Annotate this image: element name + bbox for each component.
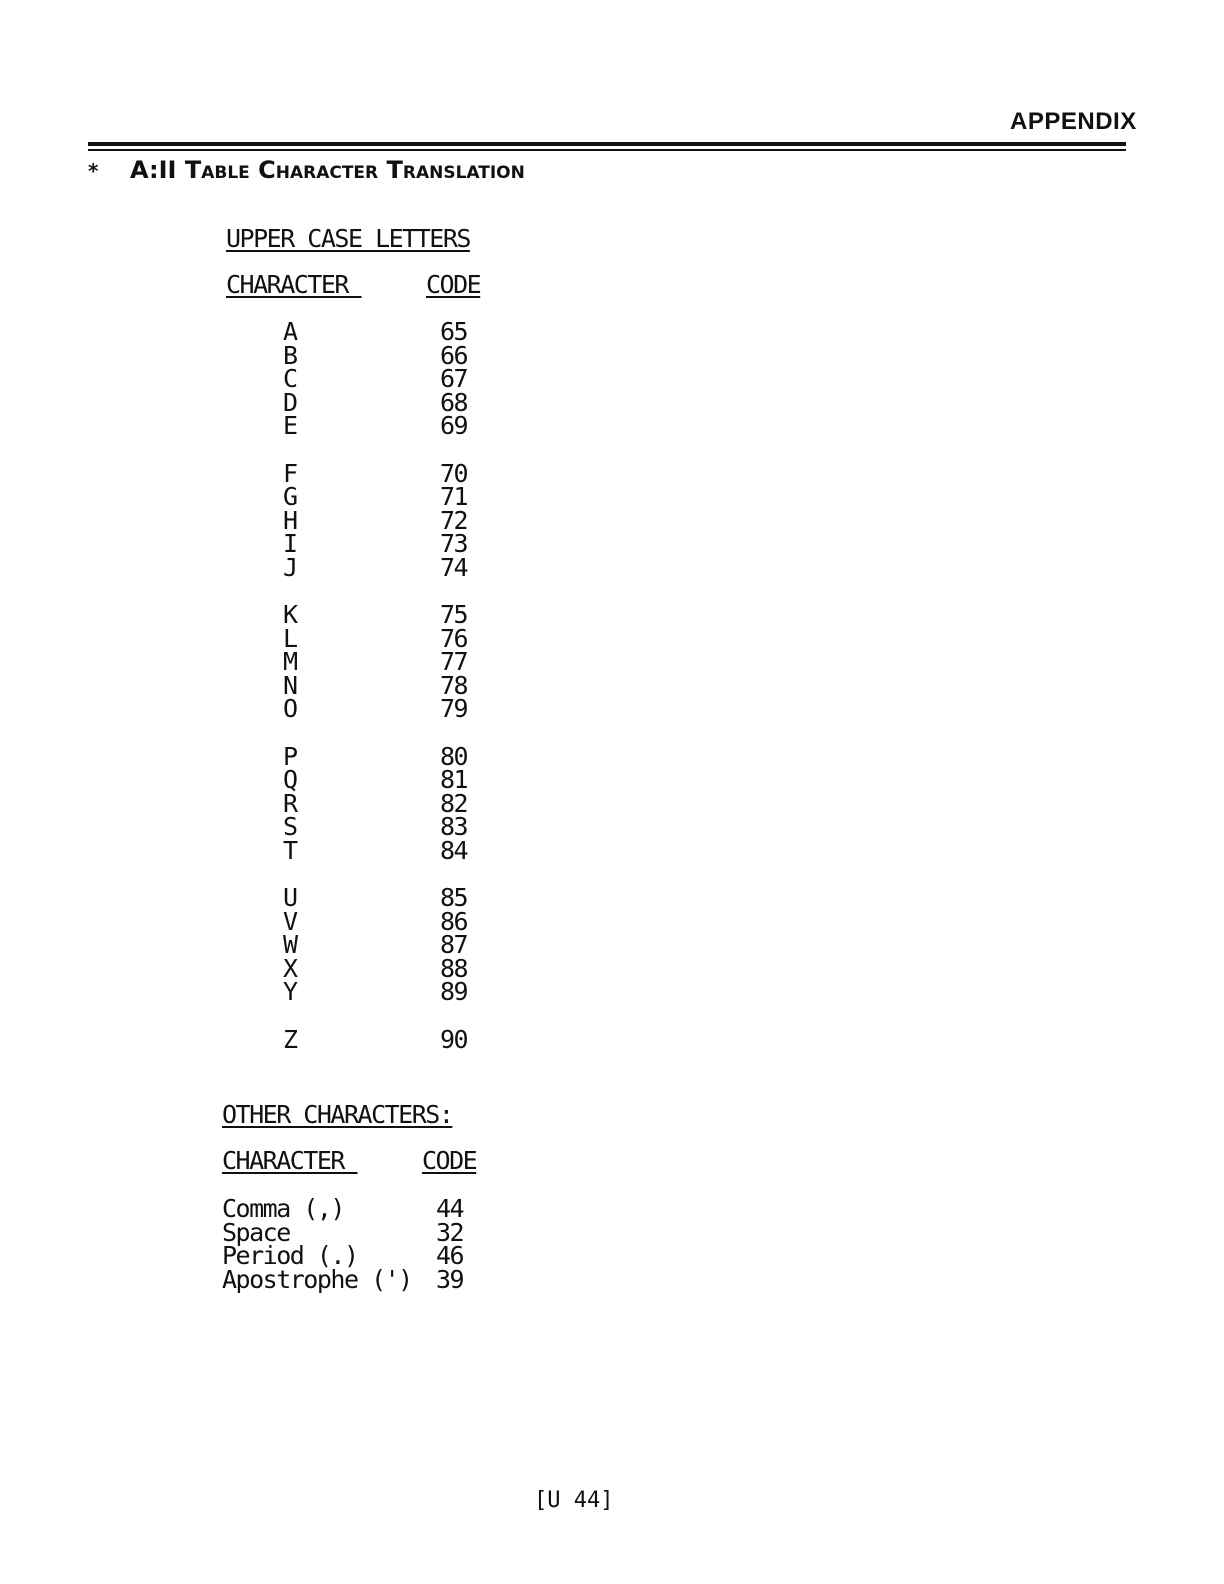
letter-group (283, 600, 503, 723)
code-cell: 80 (440, 741, 468, 771)
table-row (283, 340, 503, 370)
appendix-label: APPENDIX (1010, 108, 1137, 135)
upper-case-heading: UPPER CASE LETTERS (226, 224, 470, 253)
code-cell: 46 (436, 1241, 464, 1270)
character-cell: R (283, 788, 297, 818)
code-cell: 69 (440, 411, 468, 440)
character-cell: G (283, 482, 297, 511)
table-row (283, 482, 503, 511)
table-row (283, 364, 503, 393)
table-row (283, 623, 503, 653)
section-title (88, 156, 525, 184)
table-row (283, 529, 503, 558)
table-row (283, 552, 503, 582)
code-cell: 68 (440, 387, 468, 417)
code-cell: 44 (436, 1194, 464, 1223)
character-cell: W (283, 930, 297, 959)
character-cell: V (283, 906, 297, 936)
table-row (283, 788, 503, 818)
character-cell: M (283, 647, 297, 676)
character-cell: D (283, 387, 297, 417)
character-cell: C (283, 364, 297, 393)
table-row (283, 977, 503, 1006)
table-row (283, 387, 503, 417)
table-row (283, 670, 503, 700)
code-cell: 67 (440, 364, 468, 393)
section-title-text: A:II Table Character Translation (130, 156, 525, 184)
table-row (283, 1024, 503, 1054)
table-row (283, 411, 503, 440)
table-row (283, 505, 503, 535)
code-cell: 76 (440, 623, 468, 653)
letter-group (283, 883, 503, 1006)
other-characters-heading: OTHER CHARACTERS: (222, 1100, 453, 1129)
character-cell: X (283, 953, 297, 983)
table-row (283, 317, 503, 346)
character-cell: E (283, 411, 297, 440)
code-cell: 90 (440, 1024, 468, 1054)
code-cell: 82 (440, 788, 468, 818)
table-row (283, 812, 503, 841)
table-row (283, 458, 503, 488)
code-cell: 81 (440, 765, 468, 794)
table-row (283, 930, 503, 959)
character-cell: H (283, 505, 297, 535)
table-row (283, 906, 503, 936)
character-cell: L (283, 623, 297, 653)
code-cell: 39 (436, 1264, 464, 1294)
other-col-character: CHARACTER (222, 1146, 358, 1175)
code-cell: 83 (440, 812, 468, 841)
code-cell: 78 (440, 670, 468, 700)
character-cell: B (283, 340, 297, 370)
character-cell: Space (222, 1217, 290, 1247)
upper-col-code: CODE (426, 270, 481, 299)
table-row (283, 765, 503, 794)
code-cell: 75 (440, 600, 468, 629)
letter-group (283, 1024, 503, 1054)
character-cell: O (283, 694, 297, 723)
letter-group (283, 741, 503, 865)
character-cell: J (283, 552, 297, 582)
upper-col-character: CHARACTER (226, 270, 362, 299)
character-cell: I (283, 529, 297, 558)
character-cell: P (283, 741, 297, 771)
letter-group (283, 317, 503, 440)
character-cell: A (283, 317, 297, 346)
header-rule-thin (88, 149, 1126, 151)
character-cell: N (283, 670, 297, 700)
character-cell: Q (283, 765, 297, 794)
character-cell: U (283, 883, 297, 912)
code-cell: 70 (440, 458, 468, 488)
code-cell: 86 (440, 906, 468, 936)
page-number: [U 44] (534, 1488, 614, 1513)
bullet-star: * (88, 159, 99, 183)
code-cell: 74 (440, 552, 468, 582)
code-cell: 87 (440, 930, 468, 959)
table-row (283, 883, 503, 912)
code-cell: 65 (440, 317, 468, 346)
code-cell: 71 (440, 482, 468, 511)
character-cell: S (283, 812, 297, 841)
code-cell: 88 (440, 953, 468, 983)
table-row (283, 953, 503, 983)
character-cell: Apostrophe (') (222, 1264, 412, 1294)
other-col-code: CODE (422, 1146, 477, 1175)
header-rule-thick (88, 142, 1126, 146)
code-cell: 79 (440, 694, 468, 723)
character-cell: Y (283, 977, 297, 1006)
character-cell: K (283, 600, 297, 629)
character-cell: F (283, 458, 297, 488)
code-cell: 73 (440, 529, 468, 558)
table-row (283, 694, 503, 723)
table-row (283, 647, 503, 676)
table-row (283, 741, 503, 771)
code-cell: 84 (440, 835, 468, 865)
code-cell: 89 (440, 977, 468, 1006)
code-cell: 66 (440, 340, 468, 370)
table-row (283, 600, 503, 629)
code-cell: 32 (436, 1217, 464, 1247)
code-cell: 85 (440, 883, 468, 912)
character-cell: T (283, 835, 297, 865)
character-cell: Z (283, 1024, 297, 1054)
character-cell: Comma (,) (222, 1194, 344, 1223)
table-row (283, 835, 503, 865)
code-cell: 72 (440, 505, 468, 535)
character-cell: Period (.) (222, 1241, 358, 1270)
letter-group (283, 458, 503, 582)
code-cell: 77 (440, 647, 468, 676)
